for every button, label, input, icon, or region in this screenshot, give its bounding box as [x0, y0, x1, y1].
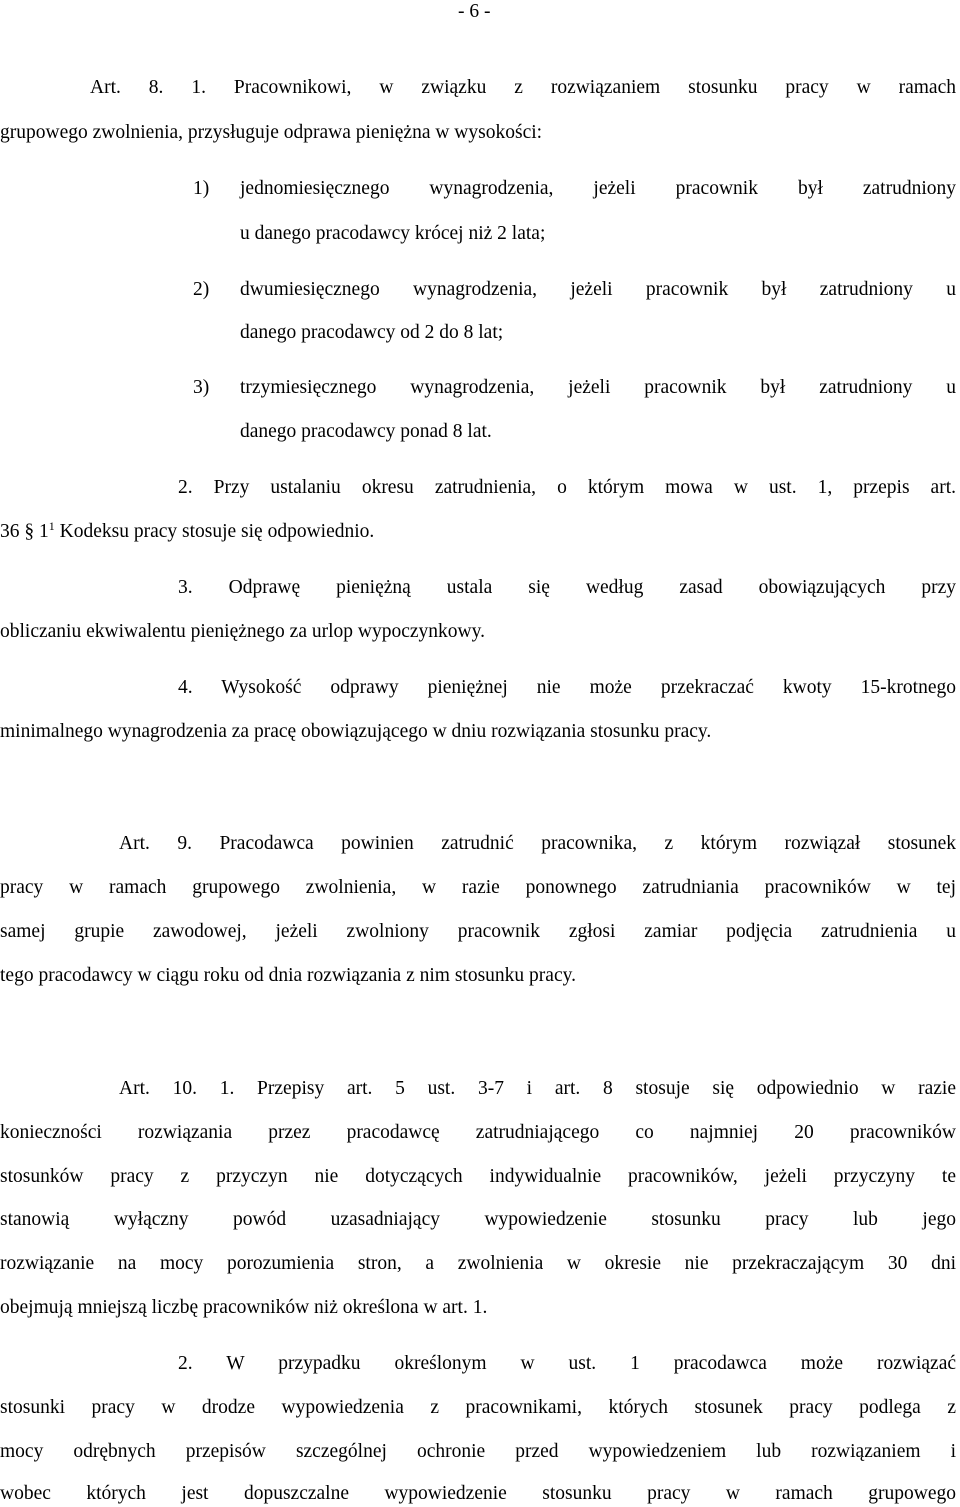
list-item-text: u danego pracodawcy krócej niż 2 lata;: [240, 223, 546, 244]
art9-line: pracy w ramach grupowego zwolnienia, w razie ponownego zatrudniania pracowników w tej: [0, 877, 956, 898]
list-item-number: 3): [193, 377, 210, 398]
art10-line: obejmują mniejszą liczbę pracowników niż określona w art. 1.: [0, 1297, 488, 1318]
art8-intro-line: grupowego zwolnienia, przysługuje odprawa pieniężna w wysokości:: [0, 122, 543, 143]
list-item-text: jednomiesięcznego wynagrodzenia, jeżeli pracownik był zatrudniony: [240, 178, 956, 199]
art8-para4-line: minimalnego wynagrodzenia za pracę obowiązującego w dniu rozwiązania stosunku pracy.: [0, 721, 712, 742]
art8-para2-line: [0, 520, 374, 544]
art10-para2-line: stosunki pracy w drodze wypowiedzenia z pracownikami, których stosunek pracy podlega z: [0, 1397, 956, 1418]
section-ref: 36 § 1: [0, 521, 49, 542]
art10-para2-line: mocy odrębnych przepisów szczególnej ochronie przed wypowiedzeniem lub rozwiązaniem i: [0, 1441, 956, 1462]
art10-line: stanowią wyłączny powód uzasadniający wypowiedzenie stosunku pracy lub jego: [0, 1209, 956, 1230]
art10-para2-line: wobec których jest dopuszczalne wypowiedzenie stosunku pracy w ramach grupowego: [0, 1483, 956, 1504]
art8-heading-line: Art. 8. 1. Pracownikowi, w związku z rozwiązaniem stosunku pracy w ramach: [90, 77, 956, 98]
art10-line: stosunków pracy z przyczyn nie dotyczących indywidualnie pracowników, jeżeli przyczyny te: [0, 1166, 956, 1187]
list-item-text: dwumiesięcznego wynagrodzenia, jeżeli pracownik był zatrudniony u: [240, 279, 956, 300]
page-number: - 6 -: [458, 1, 491, 22]
art8-para3-line: obliczaniu ekwiwalentu pieniężnego za urlop wypoczynkowy.: [0, 621, 485, 642]
superscript: 1: [48, 519, 55, 533]
art8-para3-line: 3. Odprawę pieniężną ustala się według zasad obowiązujących przy: [178, 577, 956, 598]
art8-para4-line: 4. Wysokość odprawy pieniężnej nie może przekraczać kwoty 15-krotnego: [178, 677, 956, 698]
paragraph-text: Kodeksu pracy stosuje się odpowiednio.: [54, 521, 375, 542]
art10-para2-line: 2. W przypadku określonym w ust. 1 pracodawca może rozwiązać: [178, 1353, 956, 1374]
art10-line: rozwiązanie na mocy porozumienia stron, a zwolnienia w okresie nie przekraczającym 30 dni: [0, 1253, 956, 1274]
art9-line: samej grupie zawodowej, jeżeli zwolniony pracownik zgłosi zamiar podjęcia zatrudnienia u: [0, 921, 956, 942]
art10-line: Art. 10. 1. Przepisy art. 5 ust. 3-7 i art. 8 stosuje się odpowiednio w razie: [119, 1078, 956, 1099]
list-item-text: trzymiesięcznego wynagrodzenia, jeżeli pracownik był zatrudniony u: [240, 377, 956, 398]
list-item-text: danego pracodawcy od 2 do 8 lat;: [240, 322, 504, 343]
art10-line: konieczności rozwiązania przez pracodawcę zatrudniającego co najmniej 20 pracowników: [0, 1122, 956, 1143]
list-item-number: 1): [193, 178, 210, 199]
list-item-number: 2): [193, 279, 210, 300]
art9-line: Art. 9. Pracodawca powinien zatrudnić pracownika, z którym rozwiązał stosunek: [119, 833, 956, 854]
art9-line: tego pracodawcy w ciągu roku od dnia rozwiązania z nim stosunku pracy.: [0, 965, 576, 986]
art8-para2-line: 2. Przy ustalaniu okresu zatrudnienia, o którym mowa w ust. 1, przepis art.: [178, 477, 956, 498]
list-item-text: danego pracodawcy ponad 8 lat.: [240, 421, 492, 442]
